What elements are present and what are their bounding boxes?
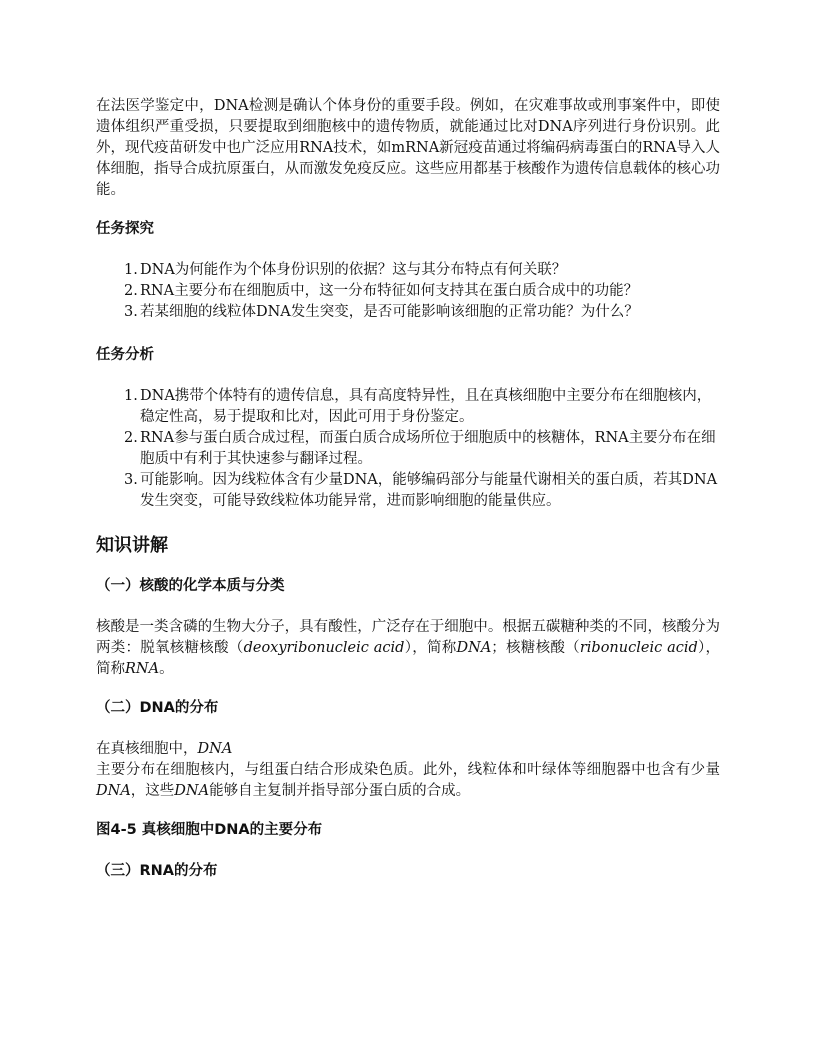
section-1-heading: （一）核酸的化学本质与分类 [96,578,285,594]
list-item: 2. RNA主要分布在细胞质中，这一分布特征如何支持其在蛋白质合成中的功能？ [124,283,639,299]
list-item: 2. RNA参与蛋白质合成过程，而蛋白质合成场所位于细胞质中的核糖体，RNA主要分布在细胞质中有利于其快速参与翻译过程。 [124,430,716,467]
list-item: 3. 可能影响。因为线粒体含有少量DNA，能够编码部分与能量代谢相关的蛋白质，若其DNA发生突变，可能导致线粒体功能异常，进而影响细胞的能量供应。 [124,472,718,509]
knowledge-heading: 知识讲解 [96,535,168,556]
section-2-line-1: 在真核细胞中，DNA [96,741,233,757]
intro-paragraph: 在法医学鉴定中，DNA检测是确认个体身份的重要手段。例如，在灾难事故或刑事案件中，即使遗体组织严重受损，只要提取到细胞核中的遗传物质，就能通过比对DNA序列进行身份识别。此外，现代疫苗研发中也广泛应用RNA技术，如mRNA新冠疫苗通过将编码病毒蛋白的RNA导入人体细胞，指导合成抗原蛋白，从而激发免疫反应。这些应用都基于核酸作为遗传信息载体的核心功能。 [96,98,720,198]
section-1-paragraph: 核酸是一类含磷的生物大分子，具有酸性，广泛存在于细胞中。根据五碳糖种类的不同，核酸分为两类：脱氧核糖核酸（deoxyribonucleic acid），简称DNA；核糖核酸（ribonucleic acid），简称RNA。 [96,619,721,677]
task-analysis-list [96,386,720,512]
section-2-heading: （二）DNA的分布 [96,700,219,716]
list-item: 1. DNA携带个体特有的遗传信息，具有高度特异性，且在真核细胞中主要分布在细胞核内，稳定性高，易于提取和比对，因此可用于身份鉴定。 [124,388,712,425]
list-item: 3. 若某细胞的线粒体DNA发生突变，是否可能影响该细胞的正常功能？为什么？ [124,304,639,320]
task-explore-heading: 任务探究 [96,221,154,237]
task-analysis-heading: 任务分析 [96,347,154,363]
section-3-heading: （三）RNA的分布 [96,863,218,879]
figure-caption: 图4-5 真核细胞中DNA的主要分布 [96,822,323,838]
list-item: 1. DNA为何能作为个体身份识别的依据？这与其分布特点有何关联？ [124,262,567,278]
section-2-paragraph: 主要分布在细胞核内，与组蛋白结合形成染色质。此外，线粒体和叶绿体等细胞器中也含有少量DNA，这些DNA能够自主复制并指导部分蛋白质的合成。 [96,762,720,799]
document-page [96,96,720,902]
task-explore-list [96,260,720,323]
